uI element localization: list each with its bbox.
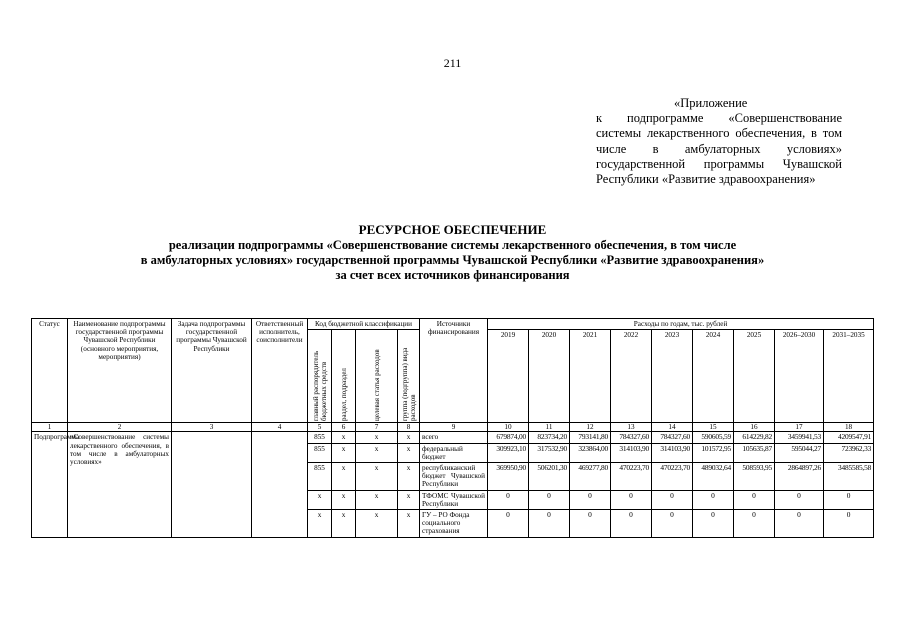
cell-value: 0	[529, 490, 570, 509]
column-number: 10	[488, 423, 529, 432]
cell-value: 0	[611, 510, 652, 538]
row-responsible	[252, 432, 308, 537]
column-number: 18	[824, 423, 874, 432]
column-number: 12	[570, 423, 611, 432]
cell-value: 0	[734, 510, 775, 538]
title-line-2: реализации подпрограммы «Совершенствование системы лекарственного обеспечения, в том числе	[168, 238, 737, 252]
cell-value: 2864897,26	[775, 463, 824, 491]
column-number: 16	[734, 423, 775, 432]
cell-value: 0	[611, 490, 652, 509]
cell-group: x	[398, 432, 420, 443]
header-year: 2019	[488, 330, 529, 423]
cell-value: 0	[693, 510, 734, 538]
column-number: 14	[652, 423, 693, 432]
header-section: раздел, подраздел	[332, 330, 356, 423]
column-number: 2	[68, 423, 172, 432]
cell-grbs: x	[308, 510, 332, 538]
cell-value: 590605,59	[693, 432, 734, 443]
column-number: 7	[356, 423, 398, 432]
cell-value: 0	[529, 510, 570, 538]
cell-value: 101572,95	[693, 443, 734, 462]
cell-source: федеральный бюджет	[420, 443, 488, 462]
cell-value: 0	[570, 490, 611, 509]
cell-source: всего	[420, 432, 488, 443]
header-year: 2022	[611, 330, 652, 423]
cell-target: x	[356, 463, 398, 491]
cell-value: 0	[734, 490, 775, 509]
cell-value: 784327,60	[652, 432, 693, 443]
column-number: 11	[529, 423, 570, 432]
cell-grbs: 855	[308, 443, 332, 462]
cell-value: 317532,90	[529, 443, 570, 462]
cell-grbs: 855	[308, 432, 332, 443]
cell-value: 723962,33	[824, 443, 874, 462]
cell-value: 369950,90	[488, 463, 529, 491]
cell-value: 0	[693, 490, 734, 509]
header-responsible: Ответственный исполнитель, соисполнители	[252, 319, 308, 423]
cell-section: x	[332, 463, 356, 491]
header-status: Статус	[32, 319, 68, 423]
page-number: 211	[443, 56, 462, 70]
column-number-row	[32, 423, 874, 432]
cell-value: 0	[570, 510, 611, 538]
header-year: 2025	[734, 330, 775, 423]
cell-value: 823734,20	[529, 432, 570, 443]
column-number: 1	[32, 423, 68, 432]
cell-value: 3459941,53	[775, 432, 824, 443]
column-number: 15	[693, 423, 734, 432]
column-number: 5	[308, 423, 332, 432]
cell-target: x	[356, 443, 398, 462]
header-year: 2021	[570, 330, 611, 423]
header-expenses: Расходы по годам, тыс. рублей	[488, 319, 874, 330]
cell-value: 595044,27	[775, 443, 824, 462]
cell-value: 506201,30	[529, 463, 570, 491]
cell-section: x	[332, 490, 356, 509]
row-status: Подпрограмма	[32, 432, 68, 537]
cell-grbs: 855	[308, 463, 332, 491]
cell-value: 0	[652, 510, 693, 538]
cell-value: 0	[775, 510, 824, 538]
header-year: 2023	[652, 330, 693, 423]
header-sources: Источники финансирования	[420, 319, 488, 423]
cell-value: 508593,95	[734, 463, 775, 491]
column-number: 9	[420, 423, 488, 432]
cell-value: 309923,10	[488, 443, 529, 462]
cell-group: x	[398, 443, 420, 462]
header-year: 2024	[693, 330, 734, 423]
cell-target: x	[356, 490, 398, 509]
header-year: 2031–2035	[824, 330, 874, 423]
cell-group: x	[398, 463, 420, 491]
cell-value: 0	[824, 510, 874, 538]
header-group: группа (подгруппа) вида расходов	[398, 330, 420, 423]
resource-table	[31, 318, 874, 538]
header-row	[32, 319, 874, 330]
cell-section: x	[332, 432, 356, 443]
cell-value: 489032,64	[693, 463, 734, 491]
title-line-1: РЕСУРСНОЕ ОБЕСПЕЧЕНИЕ	[358, 222, 547, 237]
cell-value: 469277,80	[570, 463, 611, 491]
column-number: 3	[172, 423, 252, 432]
appendix-text: к подпрограмме «Совершенствование системы лекарственного обеспечения, в том числе в амбулаторных условиях» государственной программы Чувашской Республики «Развитие здравоохранения»	[596, 111, 842, 187]
cell-value: 0	[824, 490, 874, 509]
cell-value: 314103,90	[652, 443, 693, 462]
cell-group: x	[398, 510, 420, 538]
cell-value: 0	[775, 490, 824, 509]
column-number: 8	[398, 423, 420, 432]
cell-source: ТФОМС Чувашской Республики	[420, 490, 488, 509]
header-task: Задача подпрограммы государственной программы Чувашской Республики	[172, 319, 252, 423]
row-name: «Совершенствование системы лекарственного обеспечения, в том числе в амбулаторных условиях»	[68, 432, 172, 537]
cell-value: 614229,82	[734, 432, 775, 443]
column-number: 4	[252, 423, 308, 432]
cell-value: 0	[488, 510, 529, 538]
cell-value: 784327,60	[611, 432, 652, 443]
cell-section: x	[332, 510, 356, 538]
title-line-3: в амбулаторных условиях» государственной программы Чувашской Республики «Развитие здравоохранения»	[140, 253, 765, 267]
cell-value: 4209547,91	[824, 432, 874, 443]
column-number: 17	[775, 423, 824, 432]
cell-value: 0	[652, 490, 693, 509]
cell-source: ГУ – РО Фонда социального страхования	[420, 510, 488, 538]
column-number: 13	[611, 423, 652, 432]
table-row	[32, 432, 874, 443]
header-budget-code: Код бюджетной классификации	[308, 319, 420, 330]
appendix-note	[596, 96, 842, 187]
cell-value: 3485585,58	[824, 463, 874, 491]
header-year: 2026–2030	[775, 330, 824, 423]
cell-value: 470223,70	[611, 463, 652, 491]
cell-source: республиканский бюджет Чувашской Республики	[420, 463, 488, 491]
cell-value: 0	[488, 490, 529, 509]
appendix-first-line: «Приложение	[674, 96, 748, 110]
cell-value: 793141,80	[570, 432, 611, 443]
cell-group: x	[398, 490, 420, 509]
header-grbs: главный распорядитель бюджетных средств	[308, 330, 332, 423]
cell-target: x	[356, 510, 398, 538]
cell-section: x	[332, 443, 356, 462]
cell-value: 679874,00	[488, 432, 529, 443]
row-task	[172, 432, 252, 537]
header-name: Наименование подпрограммы государственной программы Чувашской Республики (основного мероприятия, мероприятия)	[68, 319, 172, 423]
cell-value: 470223,70	[652, 463, 693, 491]
title-line-4: за счет всех источников финансирования	[335, 268, 570, 282]
cell-value: 314103,90	[611, 443, 652, 462]
document-title	[0, 222, 905, 283]
header-year: 2020	[529, 330, 570, 423]
cell-grbs: x	[308, 490, 332, 509]
cell-target: x	[356, 432, 398, 443]
cell-value: 323864,00	[570, 443, 611, 462]
cell-value: 105635,87	[734, 443, 775, 462]
column-number: 6	[332, 423, 356, 432]
header-target: целевая статья расходов	[356, 330, 398, 423]
